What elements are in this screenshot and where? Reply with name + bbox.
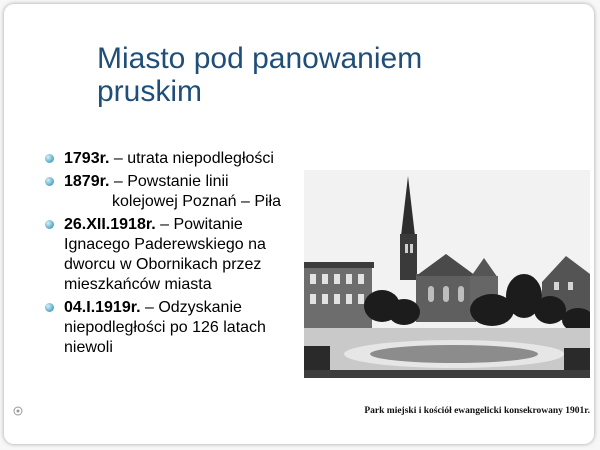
bullet-item bbox=[44, 172, 294, 212]
slide-number-glyph bbox=[13, 406, 23, 416]
bullet-icon bbox=[45, 220, 54, 229]
bullet-date: 1793r. bbox=[64, 150, 110, 167]
bullet-separator: – bbox=[109, 150, 128, 167]
slide-title: Miasto pod panowaniem pruskim bbox=[97, 42, 423, 108]
bullet-icon bbox=[45, 154, 54, 163]
bullet-date: 04.I.1919r. bbox=[64, 299, 141, 316]
bullet-item bbox=[44, 298, 294, 358]
bullet-text: Powitanie Ignacego Paderewskiego na dworcu w Obornikach przez mieszkańców miasta bbox=[64, 216, 266, 293]
bullet-text: Odzyskanie niepodległości po 126 latach niewoli bbox=[64, 299, 266, 356]
photo-caption: Park miejski i kościół ewangelicki konsekrowany 1901r. bbox=[364, 406, 590, 416]
bullet-date: 1879r. bbox=[64, 173, 110, 190]
bullet-separator: – bbox=[155, 216, 174, 233]
bullet-separator: – bbox=[140, 299, 159, 316]
bullet-text: utrata niepodległości bbox=[127, 150, 274, 167]
bullet-separator: – bbox=[109, 173, 128, 190]
bullet-text: Powstanie linii bbox=[127, 173, 229, 190]
church-park-photo-illustration bbox=[304, 170, 590, 378]
historic-photo bbox=[304, 170, 590, 378]
slide-number-icon bbox=[13, 406, 23, 419]
bullet-list bbox=[44, 149, 294, 361]
bullet-item bbox=[44, 215, 294, 295]
bullet-icon bbox=[45, 177, 54, 186]
bullet-icon bbox=[45, 303, 54, 312]
bullet-item bbox=[44, 149, 294, 169]
bullet-text-continuation: kolejowej Poznań – Piła bbox=[112, 193, 281, 210]
slide bbox=[4, 4, 594, 444]
bullet-date: 26.XII.1918r. bbox=[64, 216, 156, 233]
